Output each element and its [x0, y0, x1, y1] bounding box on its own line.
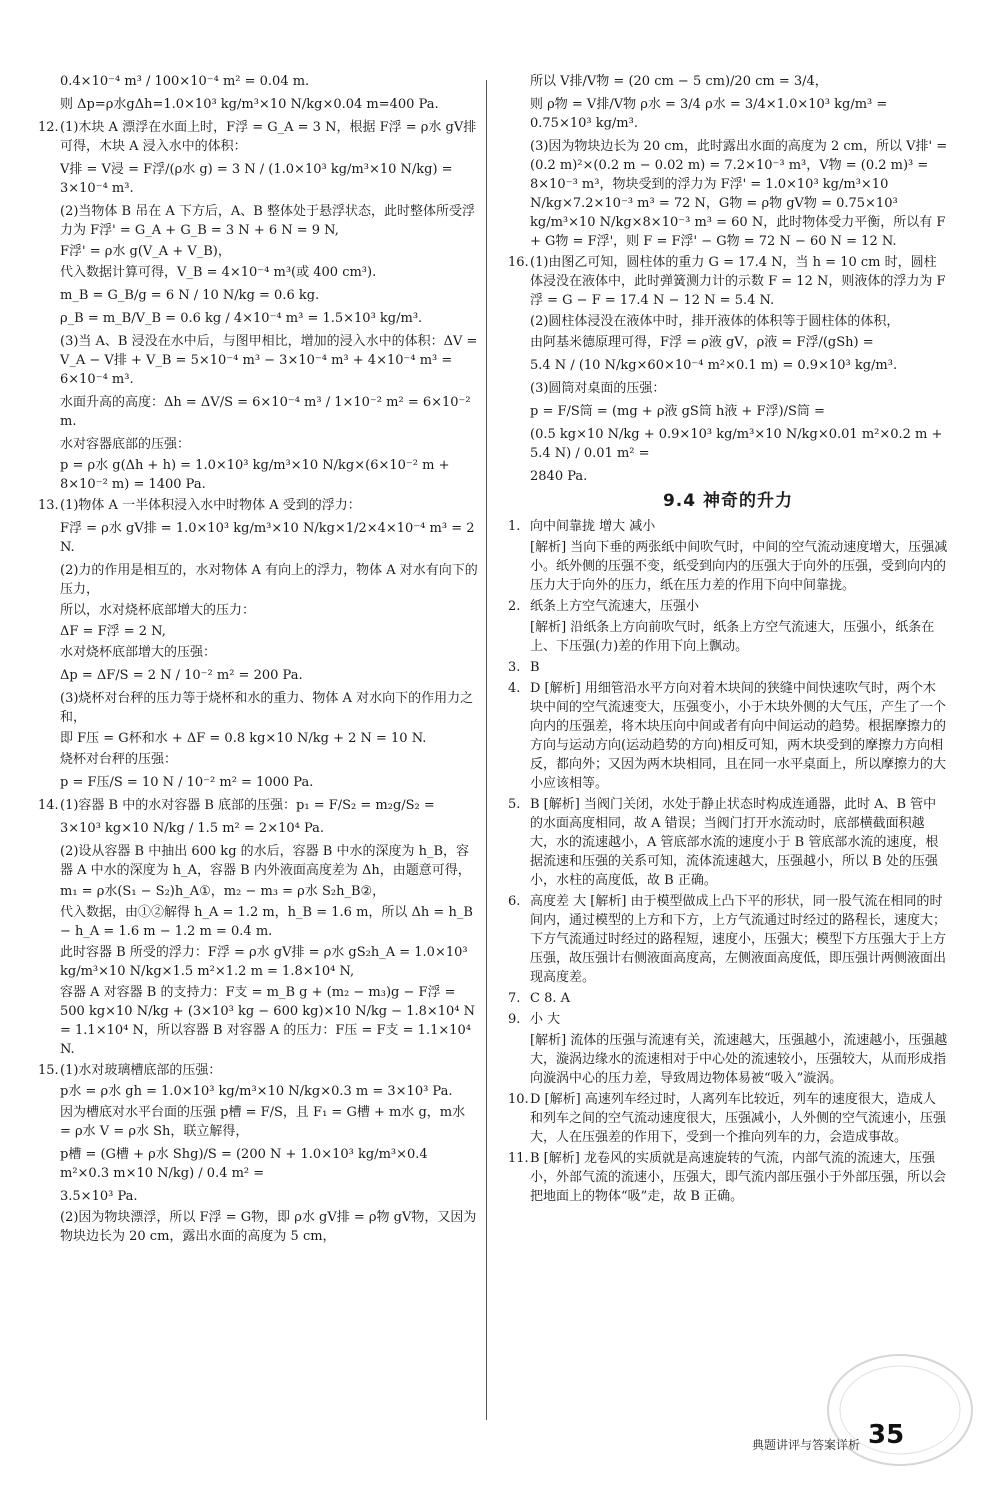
equation-line: F浮 = ρ水 gV排 = 1.0×10³ kg/m³×10 N/kg×1/2×4×10⁻⁴ m³ = 2 N. [60, 521, 475, 555]
question-text: B [530, 660, 540, 675]
question-number: 9. [508, 1012, 521, 1027]
text-line: 此时容器 B 所受的浮力：F浮 = ρ水 gV排 = ρ水 gS₂h_A = 1.0×10³ kg/m³×10 N/kg×1.5 m²×1.2 m = 1.8×10⁴ N, [60, 945, 468, 979]
question-text: B [解析] 当阀门关闭，水处于静止状态时构成连通器，此时 A、B 管中的水面高度相同，故 A 错误；当阀门打开水流动时，底部横截面积越大，水的流速越小，A 管底部水流的速度小于 B 管底部水流的速度，根据流速和压强的关系可知，流体流速越大，压强越小，所以 B 处的压强小，水柱的高度低，故 B 正确。 [530, 797, 939, 888]
question-item [508, 517, 948, 536]
question-item [508, 658, 948, 677]
question-text: 向中间靠拢 增大 减小 [530, 519, 656, 534]
text-line: [解析] 流体的压强与流速有关，流速越大，压强越小，流速越小，压强越大，漩涡边缘水的流速相对于中心处的流速较小，压强较大，从而形成指向漩涡中心的压力差，导致周边物体易被“吸入”漩涡。 [530, 1033, 948, 1086]
text-line: (2)圆柱体浸没在液体中时，排开液体的体积等于圆柱体的体积， [530, 314, 900, 329]
question-number: 5. [508, 797, 521, 812]
text-line: m₁ = ρ水(S₁ − S₂)h_A①，m₂ − m₃ = ρ水 S₂h_B②， [60, 884, 386, 899]
question-text: D [解析] 用细管沿水平方向对着木块间的狭缝中间快速吹气时，两个木块中间的空气流速变大，压强变小，小于木块外侧的大气压，产生了一个向内的压强差，将木块压向中间或者有向中间运动的趋势。根据摩擦力的方向与运动方向(运动趋势的方向)相反可知，两木块受到的摩擦力方向相反，都向外；又因为两木块相同，且在同一水平桌面上，所以摩擦力的大小应该相等。 [530, 681, 947, 791]
question-number: 15. [38, 1063, 59, 1078]
question-item [38, 1061, 478, 1080]
left-column [38, 68, 478, 1248]
equation-line: 0.4×10⁻⁴ m³ / 100×10⁻⁴ m² = 0.04 m. [60, 74, 310, 89]
watermark-logo [820, 1340, 980, 1490]
text-line: 代入数据，由①②解得 h_A = 1.2 m，h_B = 1.6 m，所以 Δh = h_B − h_A = 1.6 m − 1.2 m = 0.4 m. [60, 905, 473, 939]
question-number: 6. [508, 894, 521, 909]
question-number: 10. [508, 1092, 529, 1107]
question-text: D [解析] 高速列车经过时，人离列车比较近，列车的速度很大，造成人和列车之间的空气流动速度很大，压强减小，人外侧的空气流速小，压强大，人在压强差的作用下，受到一个推向列车的力，会造成事故。 [530, 1092, 947, 1145]
question-item [508, 597, 948, 616]
question-text: 高度差 大 [解析] 由于模型做成上凸下平的形状，同一股气流在相同的时间内，通过模型的上方和下方，上方气流通过时经过的路程长，速度大；下方气流通过时经过的路程短，速度小，压强大；模型下方压强大于上方压强，故压强计右侧液面高度高，左侧液面高度低，即压强计两侧液面出现高度差。 [530, 894, 947, 985]
column-divider [486, 80, 487, 1420]
question-number: 1. [508, 519, 521, 534]
text-line: (2)力的作用是相互的，水对物体 A 有向上的浮力，物体 A 对水有向下的压力， [60, 563, 478, 597]
text-line: 3.5×10³ Pa. [60, 1189, 138, 1204]
question-text: 小 大 [530, 1012, 561, 1027]
text-line: 烧杯对台秤的压强： [60, 752, 178, 767]
equation-line: 3×10³ kg×10 N/kg / 1.5 m² = 2×10⁴ Pa. [60, 821, 325, 836]
equation-line: Δp = ΔF/S = 2 N / 10⁻² m² = 200 Pa. [60, 668, 303, 683]
right-column [508, 68, 948, 1208]
question-item [38, 496, 478, 515]
text-line: p = ρ水 g(Δh + h) = 1.0×10³ kg/m³×10 N/kg×(6×10⁻² m + 8×10⁻² m) = 1400 Pa. [60, 458, 450, 492]
text-line: 水对容器底部的压强： [60, 437, 191, 452]
text-line: (3)烧杯对台秤的压力等于烧杯和水的重力、物体 A 对水向下的作用力之和， [60, 691, 474, 725]
text-line: 所以，水对烧杯底部增大的压力： [60, 603, 256, 618]
question-item [508, 1090, 948, 1147]
question-number: 7. [508, 991, 521, 1006]
equation-line: 水面升高的高度：Δh = ΔV/S = 6×10⁻⁴ m³ / 1×10⁻² m² = 6×10⁻² m. [60, 395, 471, 429]
question-text: C 8. A [530, 991, 571, 1006]
text-line: (2)因为物块漂浮，所以 F浮 = G物，即 ρ水 gV排 = ρ物 gV物，又因为物块边长为 20 cm，露出水面的高度为 5 cm， [60, 1210, 477, 1244]
question-number: 14. [38, 798, 59, 813]
question-number: 3. [508, 660, 521, 675]
text-line: ΔF = F浮 = 2 N, [60, 624, 166, 639]
question-number: 12. [38, 120, 59, 135]
equation-line: 所以 V排/V物 = (20 cm − 5 cm)/20 cm = 3/4， [530, 74, 828, 89]
question-item [508, 1010, 948, 1029]
equation-line: 则 Δp=ρ水gΔh=1.0×10³ kg/m³×10 N/kg×0.04 m=400 Pa. [60, 97, 439, 112]
question-item [508, 1149, 948, 1206]
text-line: (2)设从容器 B 中抽出 600 kg 的水后，容器 B 中水的深度为 h_B，容器 A 中水的深度为 h_A，容器 B 内外液面高度差为 Δh，由题意可得， [60, 844, 471, 878]
page-number: 35 [868, 1420, 905, 1450]
question-item [508, 989, 948, 1008]
text-line: [解析] 沿纸条上方向前吹气时，纸条上方空气流速大，压强小，纸条在上、下压强(力)差的作用下向上飘动。 [530, 620, 935, 654]
text-line: 代入数据计算可得，V_B = 4×10⁻⁴ m³(或 400 cm³). [60, 265, 377, 280]
equation-line: m_B = G_B/g = 6 N / 10 N/kg = 0.6 kg. [60, 288, 320, 303]
question-item [508, 795, 948, 890]
question-number: 11. [508, 1151, 529, 1166]
text-line: 即 F压 = G杯和水 + ΔF = 0.8 kg×10 N/kg + 2 N = 10 N. [60, 731, 427, 746]
question-item [508, 679, 948, 793]
equation-line: 5.4 N / (10 N/kg×60×10⁻⁴ m²×0.1 m) = 0.9×10³ kg/m³. [530, 358, 898, 373]
question-number: 16. [508, 255, 529, 270]
text-line: p水 = ρ水 gh = 1.0×10³ kg/m³×10 N/kg×0.3 m = 3×10³ Pa. [60, 1084, 453, 1099]
question-text: B [解析] 龙卷风的实质就是高速旋转的气流，内部气流的流速大，压强小，外部气流的流速小，压强大，即气流内部压强小于外部压强，所以会把地面上的物体“吸”走，故 B 正确。 [530, 1151, 947, 1204]
equation-line: 则 ρ物 = V排/V物 ρ水 = 3/4 ρ水 = 3/4×1.0×10³ kg/m³ = 0.75×10³ kg/m³. [530, 97, 888, 131]
text-line: 水对烧杯底部增大的压强： [60, 645, 217, 660]
text-line: F浮' = ρ水 g(V_A + V_B)， [60, 244, 231, 259]
equation-line: p = F/S筒 = (mg + ρ液 gS筒 h液 + F浮)/S筒 = [530, 404, 825, 419]
equation-line: V排 = V浸 = F浮/(ρ水 g) = 3 N / (1.0×10³ kg/m³×10 N/kg) = 3×10⁻⁴ m³. [60, 162, 453, 196]
text-line: 容器 A 对容器 B 的支持力：F支 = m_B g + (m₂ − m₃)g − F浮 = 500 kg×10 N/kg + (3×10³ kg − 600 kg)×10 N/kg − 1.8×10⁴ N = 1.1×10⁴ N，所以容器 B 对容器 A 的压力：F压 = F支 = 1.1×10⁴ N. [60, 985, 476, 1057]
question-item [38, 118, 478, 156]
question-text: (1)水对玻璃槽底部的压强： [60, 1063, 222, 1078]
question-item [508, 892, 948, 987]
question-text: (1)木块 A 漂浮在水面上时，F浮 = G_A = 3 N，根据 F浮 = ρ水 gV排 可得，木块 A 浸入水中的体积： [60, 120, 477, 154]
text-line: (3)当 A、B 浸没在水中后，与图甲相比，增加的浸入水中的体积：ΔV = V_A − V排 + V_B = 5×10⁻⁴ m³ − 3×10⁻⁴ m³ + 4×10⁻⁴ m³ = 6×10⁻⁴ m³. [60, 334, 478, 387]
question-item [38, 796, 478, 815]
question-number: 13. [38, 498, 59, 513]
question-text: (1)由图乙可知，圆柱体的重力 G = 17.4 N，当 h = 10 cm 时，圆柱体浸没在液体中，此时弹簧测力计的示数 F = 12 N，则液体的浮力为 F浮 = G − F = 17.4 N − 12 N = 5.4 N. [530, 255, 946, 308]
question-text: (1)容器 B 中的水对容器 B 底部的压强：p₁ = F/S₂ = m₂g/S₂ = [60, 798, 435, 813]
text-line: (3)因为物块边长为 20 cm，此时露出水面的高度为 2 cm，所以 V排' = (0.2 m)²×(0.2 m − 0.02 m) = 7.2×10⁻³ m³，V物 = (0.2 m)³ = 8×10⁻³ m³，物块受到的浮力为 F浮' = 1.0×10³ kg/m³×10 N/kg×7.2×10⁻³ m³ = 72 N，G物 = ρ物 gV物 = 0.75×10³ kg/m³×10 N/kg×8×10⁻³ m³ = 60 N，此时物体受力平衡，所以有 F + G物 = F浮'，则 F = F浮' − G物 = 72 N − 60 N = 12 N. [530, 139, 948, 249]
text-line: 因为槽底对水平台面的压强 p槽 = F/S，且 F₁ = G槽 + m水 g，m水 = ρ水 V = ρ水 Sh，联立解得， [60, 1105, 466, 1139]
text-line: [解析] 当向下垂的两张纸中间吹气时，中间的空气流动速度增大，压强减小。纸外侧的压强不变，纸受到向内的压强大于向外的压强，受到向内的压力大于向外的压力，纸在压力差的作用下向中间靠拢。 [530, 540, 948, 593]
equation-line: (0.5 kg×10 N/kg + 0.9×10³ kg/m³×10 N/kg×0.01 m²×0.2 m + 5.4 N) / 0.01 m² = [530, 427, 943, 461]
equation-line: p = F压/S = 10 N / 10⁻² m² = 1000 Pa. [60, 775, 314, 790]
text-line: (2)当物体 B 吊在 A 下方后，A、B 整体处于悬浮状态，此时整体所受浮力为 F浮' = G_A + G_B = 3 N + 6 N = 9 N, [60, 204, 475, 238]
equation-line: ρ_B = m_B/V_B = 0.6 kg / 4×10⁻⁴ m³ = 1.5×10³ kg/m³. [60, 311, 423, 326]
question-text: (1)物体 A 一半体积浸入水中时物体 A 受到的浮力： [60, 498, 361, 513]
section-title: 9.4 神奇的升力 [662, 491, 794, 511]
question-number: 2. [508, 599, 521, 614]
text-line: (3)圆筒对桌面的压强： [530, 381, 666, 396]
text-line: 2840 Pa. [530, 469, 588, 484]
page-footer: 典题讲评与答案详析 [751, 1438, 860, 1452]
question-item [508, 253, 948, 310]
question-text: 纸条上方空气流速大，压强小 [530, 599, 700, 614]
equation-line: p槽 = (G槽 + ρ水 Shg)/S = (200 N + 1.0×10³ kg/m³×0.4 m²×0.3 m×10 N/kg) / 0.4 m² = [60, 1147, 428, 1181]
question-number: 4. [508, 681, 521, 696]
text-line: 由阿基米德原理可得，F浮 = ρ液 gV，ρ液 = F浮/(gSh) = [530, 335, 874, 350]
